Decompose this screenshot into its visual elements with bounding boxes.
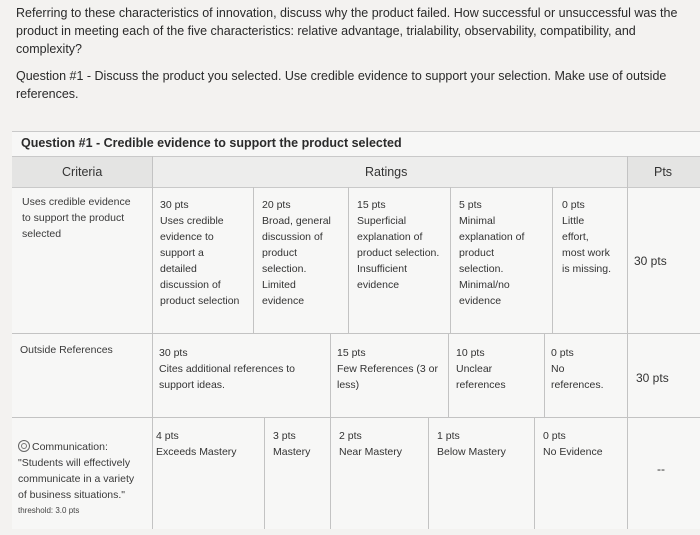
ratings-header: Ratings [153,156,627,188]
question-prompt: Question #1 - Discuss the product you selected. Use credible evidence to support your selection. Make use of outside references. [16,69,667,101]
rating-cell: 20 pts Broad, general discussion of product selection. Limited evidence [262,199,331,307]
outcome-icon [18,440,30,452]
criteria-header: Criteria [12,156,152,188]
rating-cell: 0 pts Little effort, most work is missing. [562,199,612,275]
row-divider [12,333,700,334]
threshold-label: threshold: 3.0 pts [18,506,80,515]
points-value: 30 pts [634,254,667,268]
rating-cell: 5 pts Minimal explanation of product selection. Minimal/no evidence [459,199,525,307]
pts-header: Pts [628,156,700,188]
column-divider [627,156,628,529]
rating-cell: 3 pts Mastery [273,430,311,458]
rating-cell: 10 pts Unclear references [456,347,506,391]
rating-cell: 15 pts Few References (3 or less) [337,347,438,391]
rating-cell: 30 pts Uses credible evidence to support a detailed discussion of product selection [160,199,240,307]
rating-cell: 0 pts No Evidence [543,430,603,458]
rating-cell: 2 pts Near Mastery [339,430,403,458]
rubric-table [12,131,700,529]
criterion-communication: Communication: "Students will effectively communicate in a variety of business situations." threshold: 3.0 pts [18,423,152,535]
rating-cell: 15 pts Superficial explanation of product selection. Insufficient evidence [357,199,440,291]
points-value: -- [657,462,665,476]
rating-cell: 1 pts Below Mastery [437,430,506,458]
column-divider [152,156,153,529]
row-divider [12,417,700,418]
rating-cell: 0 pts No references. [551,347,604,391]
rubric-title: Question #1 - Credible evidence to support the product selected [21,136,402,150]
criterion-credible-evidence: Uses credible evidence to support the product selected [22,196,131,240]
criterion-outside-references: Outside References [20,344,113,356]
rating-cell: 4 pts Exceeds Mastery [156,430,237,458]
intro-paragraph: Referring to these characteristics of innovation, discuss why the product failed. How successful or unsuccessful was the product in meeting each of the five characteristics: relative advantage, trialability, observability, compatibility, and complexity? [16,6,678,56]
intro-text [16,4,686,58]
points-value: 30 pts [636,371,669,385]
rating-cell: 30 pts Cites additional references to support ideas. [159,347,295,391]
